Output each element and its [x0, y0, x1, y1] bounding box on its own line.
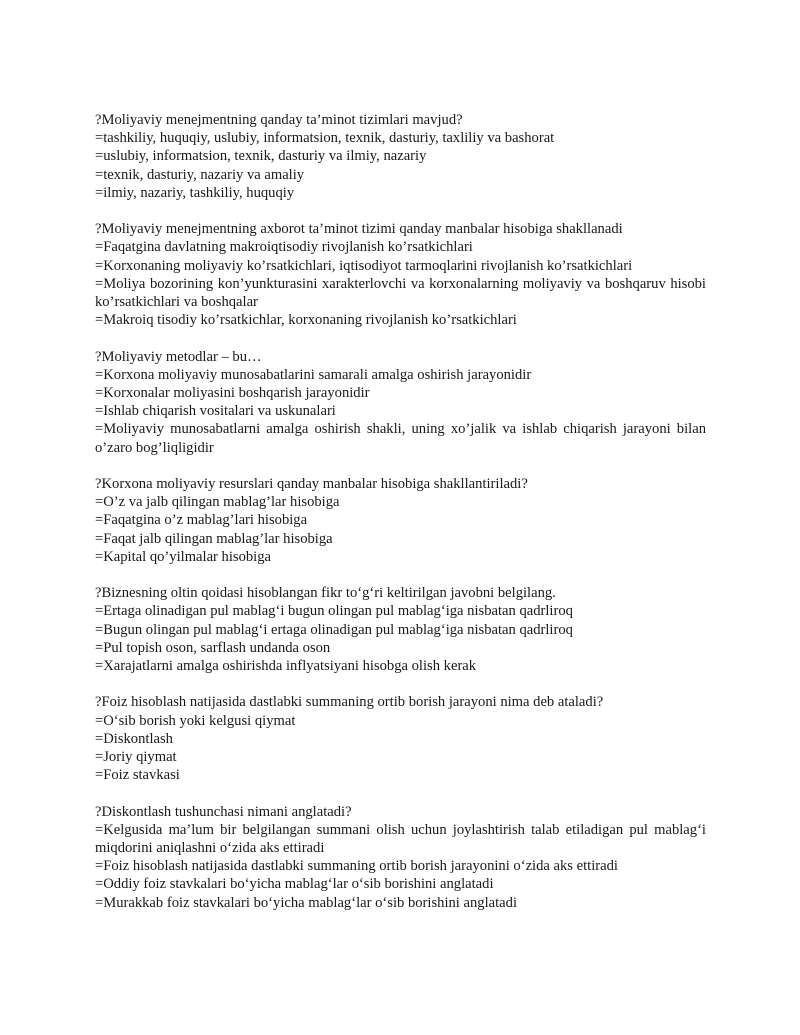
question-block-3	[95, 348, 706, 457]
answer-option: =Oddiy foiz stavkalari bo‘yicha mablag‘lar o‘sib borishini anglatadi	[95, 876, 494, 893]
question-text: ?Moliyaviy menejmentning axborot ta’minot tizimi qanday manbalar hisobiga shakllanadi	[95, 221, 623, 238]
question-block-2	[95, 220, 706, 329]
answer-option: =ilmiy, nazariy, tashkiliy, huquqiy	[95, 184, 295, 201]
answer-option: =Foiz hisoblash natijasida dastlabki summaning ortib borish jarayonini o‘zida aks ettiradi	[95, 858, 618, 875]
question-text: ?Biznesning oltin qoidasi hisoblangan fikr to‘g‘ri keltirilgan javobni belgilang.	[95, 585, 556, 602]
answer-option: =Xarajatlarni amalga oshirishda inflyatsiyani hisobga olish kerak	[95, 658, 477, 675]
answer-option: =Kapital qo’yilmalar hisobiga	[95, 548, 272, 565]
question-text: ?Korxona moliyaviy resurslari qanday manbalar hisobiga shakllantiriladi?	[95, 476, 528, 493]
question-text: ?Foiz hisoblash natijasida dastlabki summaning ortib borish jarayoni nima deb ataladi?	[95, 694, 604, 711]
answer-option: =Faqatgina o’z mablag’lari hisobiga	[95, 512, 308, 529]
answer-option: =Faqat jalb qilingan mablag’lar hisobiga	[95, 530, 333, 547]
answer-option: =Korxonalar moliyasini boshqarish jarayonidir	[95, 385, 370, 402]
answer-option: =O’z va jalb qilingan mablag’lar hisobiga	[95, 494, 340, 511]
question-block-7	[95, 803, 706, 912]
answer-option: =Faqatgina davlatning makroiqtisodiy rivojlanish ko’rsatkichlari	[95, 239, 473, 256]
answer-option: =tashkiliy, huquqiy, uslubiy, informatsion, texnik, dasturiy, taxliliy va bashorat	[95, 130, 555, 147]
answer-option: =Moliyaviy munosabatlarni amalga oshirish shakli, uning xo’jalik va ishlab chiqarish jarayoni bilan o’zaro bog’liqligidir	[95, 421, 706, 456]
question-block-6	[95, 693, 706, 784]
answer-option: =Korxonaning moliyaviy ko’rsatkichlari, iqtisodiyot tarmoqlarini rivojlanish ko’rsatkichlari	[95, 257, 633, 274]
answer-option: =Makroiq tisodiy ko’rsatkichlar, korxonaning rivojlanish ko’rsatkichlari	[95, 312, 517, 329]
answer-option: =Moliya bozorining kon’yunkturasini xarakterlovchi va korxonalarning moliyaviy va boshqaruv hisobi ko’rsatkichlari va boshqalar	[95, 275, 706, 311]
answer-option: =O‘sib borish yoki kelgusi qiymat	[95, 712, 296, 729]
answer-option: =uslubiy, informatsion, texnik, dasturiy va ilmiy, nazariy	[95, 148, 427, 165]
answer-option: =Murakkab foiz stavkalari bo‘yicha mablag‘lar o‘sib borishini anglatadi	[95, 894, 517, 911]
question-block-5	[95, 584, 706, 675]
answer-option: =Joriy qiymat	[95, 749, 177, 766]
question-text: ?Diskontlash tushunchasi nimani anglatadi?	[95, 803, 352, 820]
answer-option: =Ertaga olinadigan pul mablag‘i bugun olingan pul mablag‘iga nisbatan qadrliroq	[95, 603, 573, 620]
question-block-4	[95, 475, 706, 566]
document-page	[95, 111, 706, 930]
answer-option: =Kelgusida ma’lum bir belgilangan summani olish uchun joylashtirish talab etiladigan pul mablag‘i miqdorini aniqlashni o‘zida aks ettiradi	[95, 821, 706, 857]
answer-option: =Diskontlash	[95, 730, 173, 747]
question-text: ?Moliyaviy menejmentning qanday ta’minot tizimlari mavjud?	[95, 112, 463, 128]
answer-option: =Bugun olingan pul mablag‘i ertaga olinadigan pul mablag‘iga nisbatan qadrliroq	[95, 621, 573, 638]
answer-option: =texnik, dasturiy, nazariy va amaliy	[95, 166, 305, 183]
answer-option: =Pul topish oson, sarflash undanda oson	[95, 639, 331, 656]
question-text: ?Moliyaviy metodlar – bu…	[95, 348, 262, 365]
answer-option: =Ishlab chiqarish vositalari va uskunalari	[95, 403, 336, 420]
answer-option: =Korxona moliyaviy munosabatlarini samarali amalga oshirish jarayonidir	[95, 366, 532, 383]
question-block-1	[95, 111, 706, 202]
answer-option: =Foiz stavkasi	[95, 767, 180, 784]
